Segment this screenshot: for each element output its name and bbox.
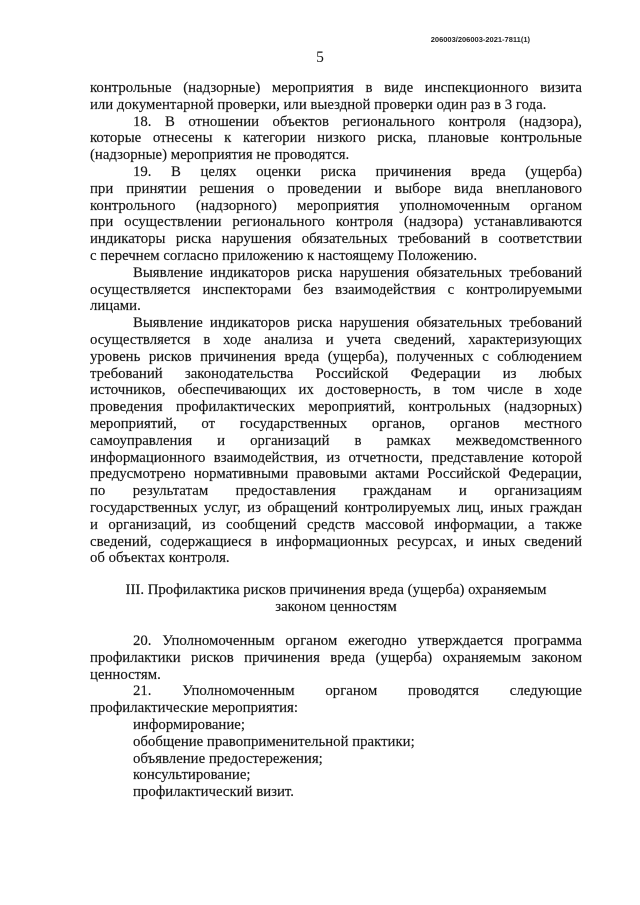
paragraph-line: и организаций, из сообщений средств массовой информации, а также (90, 516, 582, 533)
paragraph-risk-indicators-sources (90, 315, 582, 567)
paragraph-line: Выявление индикаторов риска нарушения обязательных требований (133, 264, 582, 281)
section-heading (90, 582, 582, 616)
paragraph-continuation (90, 80, 582, 114)
paragraph-risk-indicators-inspectors (90, 265, 582, 315)
text-block-prevention (90, 633, 582, 801)
paragraph-18 (90, 114, 582, 164)
section-heading-line: III. Профилактика рисков причинения вреда (ущерба) охраняемым (125, 582, 547, 598)
paragraph-line: 19. В целях оценки риска причинения вреда (ущерба) (133, 163, 582, 180)
paragraph-line: проведения профилактических мероприятий, контрольных (надзорных) (90, 399, 582, 416)
paragraph-21 (90, 683, 582, 717)
list-item: обобщение правоприменительной практики; (133, 733, 415, 750)
paragraph-line: лицами. (90, 298, 141, 315)
section-heading-line: законом ценностям (275, 598, 397, 615)
paragraph-line: индикаторы риска нарушения обязательных требований в соответствии (90, 231, 582, 248)
paragraph-line: при осуществлении регионального контроля (надзора) устанавливаются (90, 214, 582, 231)
paragraph-20 (90, 633, 582, 683)
paragraph-line: профилактические мероприятия: (90, 700, 298, 717)
document-code: 206003/206003-2021-7811(1) (430, 35, 530, 44)
paragraph-line: источников, обеспечивающих их достоверность, в том числе в ходе (90, 382, 582, 399)
measures-list (90, 717, 582, 801)
list-item: информирование; (133, 716, 245, 733)
paragraph-line: предусмотрено нормативными правовыми актами Российской Федерации, (90, 466, 582, 483)
paragraph-line: Выявление индикаторов риска нарушения обязательных требований (133, 315, 582, 332)
paragraph-line: требований законодательства Российской Федерации из любых (90, 365, 582, 382)
paragraph-line: мероприятий, от государственных органов, органов местного (90, 415, 582, 432)
paragraph-line: сведений, содержащиеся в информационных ресурсах, и иных сведений (90, 533, 582, 550)
paragraph-line: 21. Уполномоченным органом проводятся следующие (133, 683, 582, 700)
paragraph-line: контрольного (надзорного) мероприятия уполномоченным органом (90, 197, 582, 214)
paragraph-line: уровень рисков причинения вреда (ущерба), полученных с соблюдением (90, 348, 582, 365)
paragraph-line: информационного взаимодействия, из отчетности, представление которой (90, 449, 582, 466)
paragraph-line: ценностям. (90, 666, 161, 683)
paragraph-line: при принятии решения о проведении и выборе вида внепланового (90, 180, 582, 197)
paragraph-line: по результатам предоставления гражданам и организациям (90, 483, 582, 500)
paragraph-line: об объектах контроля. (90, 550, 230, 567)
paragraph-line: или документарной проверки, или выездной проверки один раз в 3 года. (90, 96, 547, 113)
paragraph-line: 20. Уполномоченным органом ежегодно утверждается программа (133, 633, 582, 649)
page-number: 5 (316, 49, 324, 66)
paragraph-line: контрольные (надзорные) мероприятия в виде инспекционного визита (90, 80, 582, 96)
paragraph-line: (надзорные) мероприятия не проводятся. (90, 147, 350, 164)
list-item: профилактический визит. (133, 784, 294, 801)
paragraph-line: государственных услуг, из обращений контролируемых лиц, иных граждан (90, 499, 582, 516)
paragraph-line: профилактики рисков причинения вреда (ущерба) охраняемым законом (90, 649, 582, 666)
list-item: консультирование; (133, 767, 251, 784)
paragraph-line: 18. В отношении объектов регионального контроля (надзора), (133, 113, 582, 130)
paragraph-line: с перечнем согласно приложению к настоящему Положению. (90, 247, 478, 264)
paragraph-19 (90, 164, 582, 265)
list-item: объявление предостережения; (133, 750, 323, 767)
paragraph-line: самоуправления и организаций в рамках межведомственного (90, 432, 582, 449)
paragraph-line: осуществляется инспекторами без взаимодействия с контролируемыми (90, 281, 582, 298)
text-block-main (90, 80, 582, 567)
paragraph-line: которые отнесены к категории низкого риска, плановые контрольные (90, 130, 582, 147)
paragraph-line: осуществляется в ходе анализа и учета сведений, характеризующих (90, 331, 582, 348)
